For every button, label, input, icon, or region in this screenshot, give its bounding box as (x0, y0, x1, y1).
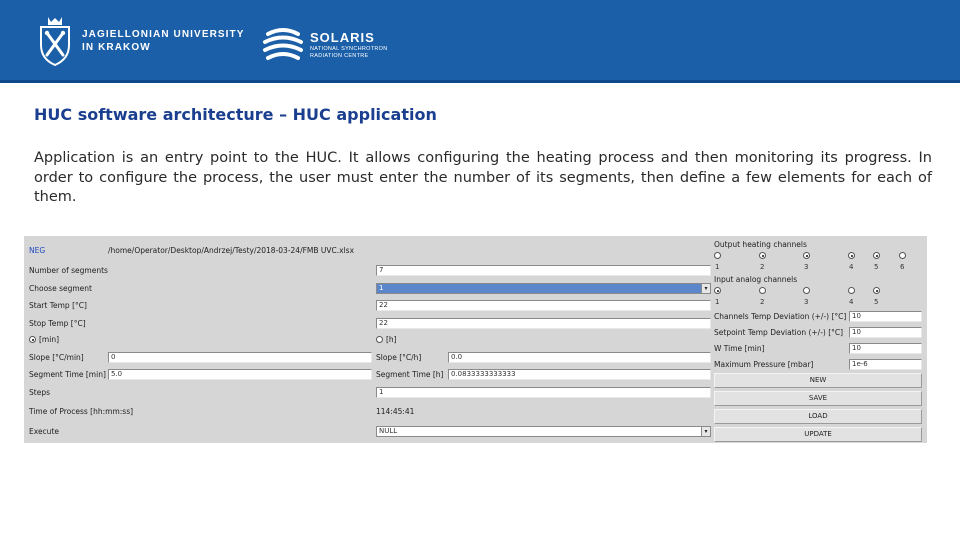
start-temp-input[interactable]: 22 (376, 300, 711, 311)
chevron-down-icon[interactable]: ▾ (701, 427, 710, 436)
unit-min-radio[interactable] (29, 336, 36, 343)
solaris-subtitle-line1: NATIONAL SYNCHROTRON (310, 46, 388, 52)
output-channel-1-radio[interactable] (714, 252, 721, 259)
input-channel-3-radio[interactable] (803, 287, 810, 294)
output-channel-3-radio[interactable] (803, 252, 810, 259)
stop-temp-label: Stop Temp [°C] (29, 319, 86, 328)
university-name-line1: JAGIELLONIAN UNIVERSITY (82, 29, 245, 40)
input-channel-5-radio[interactable] (873, 287, 880, 294)
number-of-segments-input[interactable]: 7 (376, 265, 711, 276)
unit-h-radio[interactable] (376, 336, 383, 343)
input-channel-2-radio[interactable] (759, 287, 766, 294)
segment-time-min-input[interactable]: 5.0 (108, 369, 372, 380)
time-of-process-label: Time of Process [hh:mm:ss] (29, 407, 134, 416)
mode-label: NEG (29, 246, 46, 255)
execute-label: Execute (29, 427, 59, 436)
w-time-input[interactable]: 10 (849, 343, 922, 354)
solaris-subtitle-line2: RADIATION CENTRE (310, 53, 369, 59)
output-channel-4-radio[interactable] (848, 252, 855, 259)
chevron-down-icon[interactable]: ▾ (701, 284, 710, 293)
input-channel-4-radio[interactable] (848, 287, 855, 294)
input-analog-channels-label: Input analog channels (714, 275, 798, 284)
output-channel-3-label: 3 (804, 263, 809, 271)
solaris-wordmark (310, 30, 388, 60)
segment-time-min-label: Segment Time [min] (29, 370, 106, 379)
header-bar (0, 0, 960, 83)
choose-segment-dropdown[interactable] (376, 283, 711, 294)
slope-h-label: Slope [°C/h] (376, 353, 422, 362)
number-of-segments-label: Number of segments (29, 266, 108, 275)
execute-dropdown[interactable] (376, 426, 711, 437)
slope-h-input[interactable]: 0.0 (448, 352, 711, 363)
load-button[interactable]: LOAD (714, 409, 922, 424)
slope-min-label: Slope [°C/min] (29, 353, 84, 362)
w-time-label: W Time [min] (714, 344, 765, 353)
university-name-line2: IN KRAKOW (82, 42, 151, 53)
unit-min-label: [min] (39, 335, 59, 344)
segment-time-h-input[interactable]: 0.0833333333333 (448, 369, 711, 380)
maximum-pressure-label: Maximum Pressure [mbar] (714, 360, 814, 369)
output-channel-5-radio[interactable] (873, 252, 880, 259)
input-channel-2-label: 2 (760, 298, 765, 306)
new-button[interactable]: NEW (714, 373, 922, 388)
solaris-mark-icon (262, 24, 304, 66)
choose-segment-value: 1 (379, 284, 384, 292)
output-channel-1-label: 1 (715, 263, 720, 271)
input-channel-5-label: 5 (874, 298, 879, 306)
output-channel-5-label: 5 (874, 263, 879, 271)
maximum-pressure-input[interactable]: 1e-6 (849, 359, 922, 370)
solaris-name: SOLARIS (310, 30, 375, 45)
execute-value: NULL (379, 427, 398, 435)
input-channel-3-label: 3 (804, 298, 809, 306)
input-channel-4-label: 4 (849, 298, 854, 306)
start-temp-label: Start Temp [°C] (29, 301, 87, 310)
output-channel-4-label: 4 (849, 263, 854, 271)
choose-segment-label: Choose segment (29, 284, 92, 293)
time-of-process-value: 114:45:41 (376, 407, 415, 416)
solaris-logo (262, 24, 388, 66)
output-heating-channels-label: Output heating channels (714, 240, 807, 249)
input-channel-1-radio[interactable] (714, 287, 721, 294)
slide-title: HUC software architecture – HUC application (34, 105, 437, 124)
output-channel-2-label: 2 (760, 263, 765, 271)
slide-body-text: Application is an entry point to the HUC. It allows configuring the heating process and then monitoring its progress. In order to configure the process, the user must enter the number of its segments, then define a few elements for each of them. (34, 150, 932, 205)
stop-temp-input[interactable]: 22 (376, 318, 711, 329)
file-path: /home/Operator/Desktop/Andrzej/Testy/2018-03-24/FMB UVC.xlsx (108, 246, 355, 255)
segment-time-h-label: Segment Time [h] (376, 370, 444, 379)
update-button[interactable]: UPDATE (714, 427, 922, 442)
university-name (82, 28, 245, 54)
setpoint-temp-deviation-label: Setpoint Temp Deviation (+/-) [°C] (714, 328, 844, 337)
input-channel-1-label: 1 (715, 298, 720, 306)
huc-application-window (24, 236, 927, 443)
setpoint-temp-deviation-input[interactable]: 10 (849, 327, 922, 338)
steps-input[interactable]: 1 (376, 387, 711, 398)
channels-temp-deviation-label: Channels Temp Deviation (+/-) [°C] (714, 312, 847, 321)
output-channel-6-label: 6 (900, 263, 905, 271)
steps-label: Steps (29, 388, 50, 397)
channels-temp-deviation-input[interactable]: 10 (849, 311, 922, 322)
output-channel-2-radio[interactable] (759, 252, 766, 259)
university-crest-icon (38, 15, 72, 67)
save-button[interactable]: SAVE (714, 391, 922, 406)
slope-min-input[interactable]: 0 (108, 352, 372, 363)
unit-h-label: [h] (386, 335, 397, 344)
output-channel-6-radio[interactable] (899, 252, 906, 259)
jagiellonian-university-logo (38, 15, 245, 67)
